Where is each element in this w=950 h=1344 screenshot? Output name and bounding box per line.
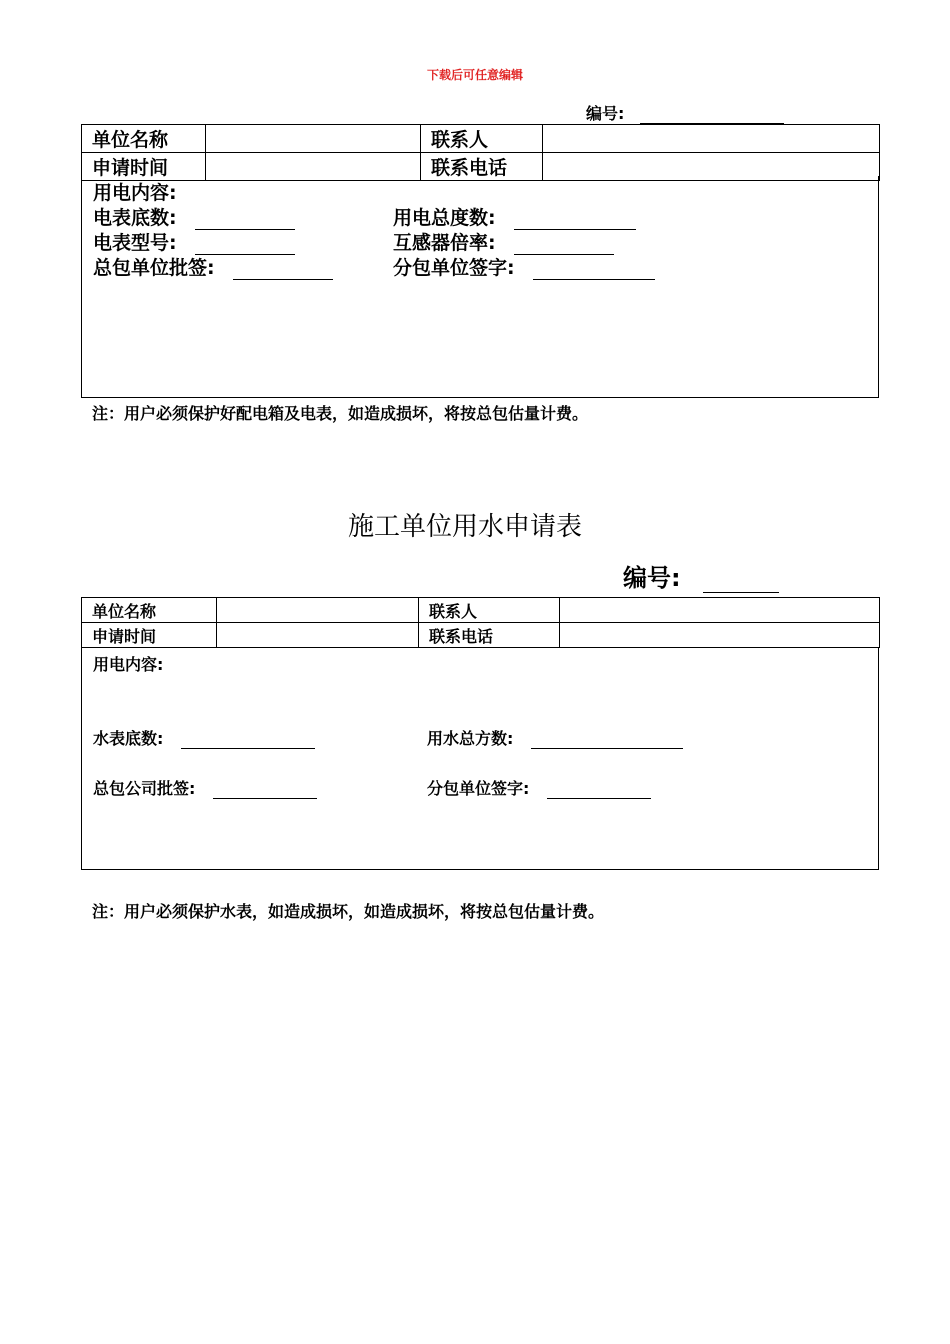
form2-gc-approval-label: 总包公司批签: [93, 779, 196, 798]
form1-ct-ratio-row [393, 228, 614, 255]
form1-gc-approval-field[interactable] [233, 259, 333, 280]
form2-unit-name-label: 单位名称 [82, 598, 217, 623]
form2-apply-time-label: 申请时间 [82, 623, 217, 648]
form2-note: 注：用户必须保护水表，如造成损坏，如造成损坏，将按总包估量计费。 [92, 902, 605, 921]
form1-meter-model-label: 电表型号: [93, 232, 177, 254]
form2-apply-time-field[interactable] [217, 623, 419, 648]
form2-serial-field[interactable] [703, 568, 779, 593]
form1-contact-phone-label: 联系电话 [421, 153, 543, 181]
form2-total-water-label: 用水总方数: [427, 729, 514, 748]
form1-sub-sign-label: 分包单位签字: [393, 257, 515, 279]
form2-sub-sign-label: 分包单位签字: [427, 779, 530, 798]
form2-water-meter-row [93, 726, 315, 749]
form2-water-meter-label: 水表底数: [93, 729, 164, 748]
form1-contact-label: 联系人 [421, 125, 543, 153]
form2-total-water-field[interactable] [531, 730, 683, 749]
form2-gc-approval-row [93, 776, 317, 799]
form1-gc-approval-label: 总包单位批签: [93, 257, 215, 279]
form1-serial [586, 101, 784, 124]
form1-content-label: 用电内容: [93, 182, 177, 204]
form2-header-table [81, 597, 880, 648]
form1-meter-model-row [93, 228, 295, 255]
form1-unit-name-label: 单位名称 [82, 125, 206, 153]
form1-content-box [81, 176, 879, 398]
form1-unit-name-field[interactable] [206, 125, 421, 153]
form1-total-kwh-label: 用电总度数: [393, 207, 496, 229]
form1-apply-time-label: 申请时间 [82, 153, 206, 181]
form1-sub-sign-field[interactable] [533, 259, 655, 280]
form2-contact-phone-label: 联系电话 [419, 623, 560, 648]
form2-gc-approval-field[interactable] [213, 780, 317, 799]
form1-note: 注：用户必须保护好配电箱及电表，如造成损坏，将按总包估量计费。 [92, 404, 589, 423]
form1-serial-field[interactable] [640, 105, 784, 124]
form2-total-water-row [427, 726, 683, 749]
form1-ct-ratio-label: 互感器倍率: [393, 232, 496, 254]
form1-contact-field[interactable] [543, 125, 880, 153]
form1-meter-base-row [93, 203, 295, 230]
form2-sub-sign-row [427, 776, 651, 799]
form2-sub-sign-field[interactable] [547, 780, 651, 799]
form1-gc-approval-row [93, 253, 333, 280]
form2-title: 施工单位用水申请表 [347, 512, 582, 542]
form1-meter-base-field[interactable] [195, 209, 295, 230]
download-banner: 下载后可任意编辑 [426, 68, 523, 82]
form2-unit-name-field[interactable] [217, 598, 419, 623]
form2-content-label: 用电内容: [93, 655, 164, 674]
form2-content-box [81, 648, 879, 870]
form1-total-kwh-row [393, 203, 636, 230]
form1-sub-sign-row [393, 253, 655, 280]
form1-meter-model-field[interactable] [195, 234, 295, 255]
form2-contact-field[interactable] [560, 598, 880, 623]
form1-header-table [81, 124, 880, 181]
form2-serial-label: 编号: [623, 564, 681, 592]
form2-contact-phone-field[interactable] [560, 623, 880, 648]
form1-total-kwh-field[interactable] [514, 209, 636, 230]
form1-meter-base-label: 电表底数: [93, 207, 177, 229]
form2-serial [623, 558, 779, 593]
form2-contact-label: 联系人 [419, 598, 560, 623]
form1-ct-ratio-field[interactable] [514, 234, 614, 255]
form2-water-meter-field[interactable] [181, 730, 315, 749]
form1-serial-label: 编号: [586, 104, 625, 123]
